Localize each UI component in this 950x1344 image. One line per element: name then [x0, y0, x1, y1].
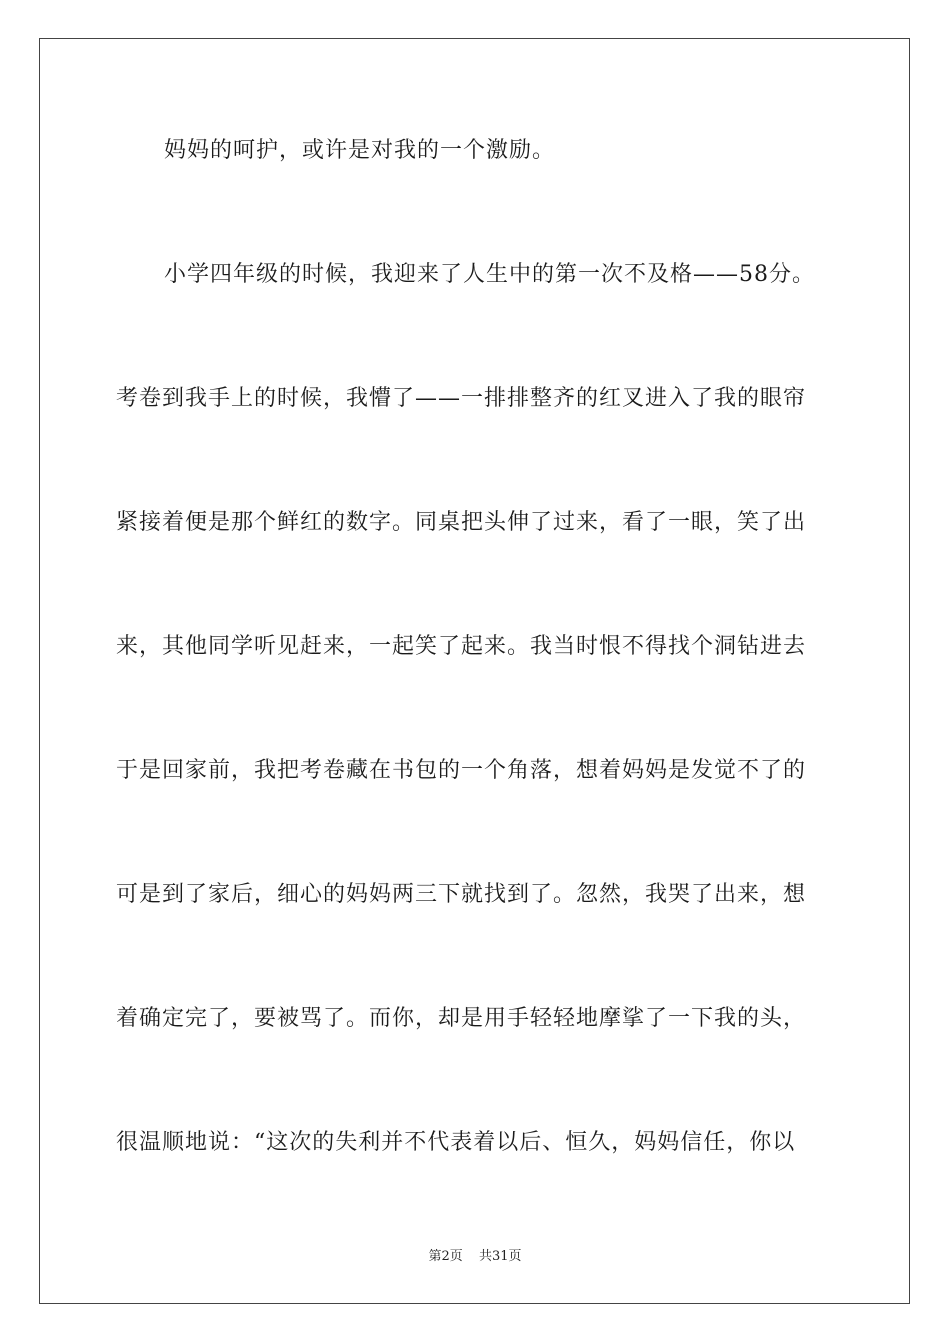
text-line-8: 着确定完了，要被骂了。而你，却是用手轻轻地摩挲了一下我的头，	[116, 1006, 807, 1031]
text-line-5: 来，其他同学听见赶来，一起笑了起来。我当时恨不得找个洞钻进去	[116, 634, 807, 659]
page-footer	[0, 1248, 950, 1266]
text-line-9: 很温顺地说：“这次的失利并不代表着以后、恒久，妈妈信任，你以	[116, 1130, 796, 1155]
text-line-7: 可是到了家后，细心的妈妈两三下就找到了。忽然，我哭了出来，想	[116, 882, 807, 907]
text-line-3: 考卷到我手上的时候，我懵了——一排排整齐的红叉进入了我的眼帘	[116, 386, 807, 411]
page-number: 第2页	[428, 1249, 463, 1264]
page-frame	[39, 38, 910, 1304]
text-line-6: 于是回家前，我把考卷藏在书包的一个角落，想着妈妈是发觉不了的	[116, 758, 807, 783]
text-line-4: 紧接着便是那个鲜红的数字。同桌把头伸了过来，看了一眼，笑了出	[116, 510, 807, 535]
text-line-1: 妈妈的呵护，或许是对我的一个激励。	[164, 138, 556, 163]
text-line-2: 小学四年级的时候，我迎来了人生中的第一次不及格——58分。	[164, 262, 815, 287]
page-total: 共31页	[478, 1249, 522, 1264]
